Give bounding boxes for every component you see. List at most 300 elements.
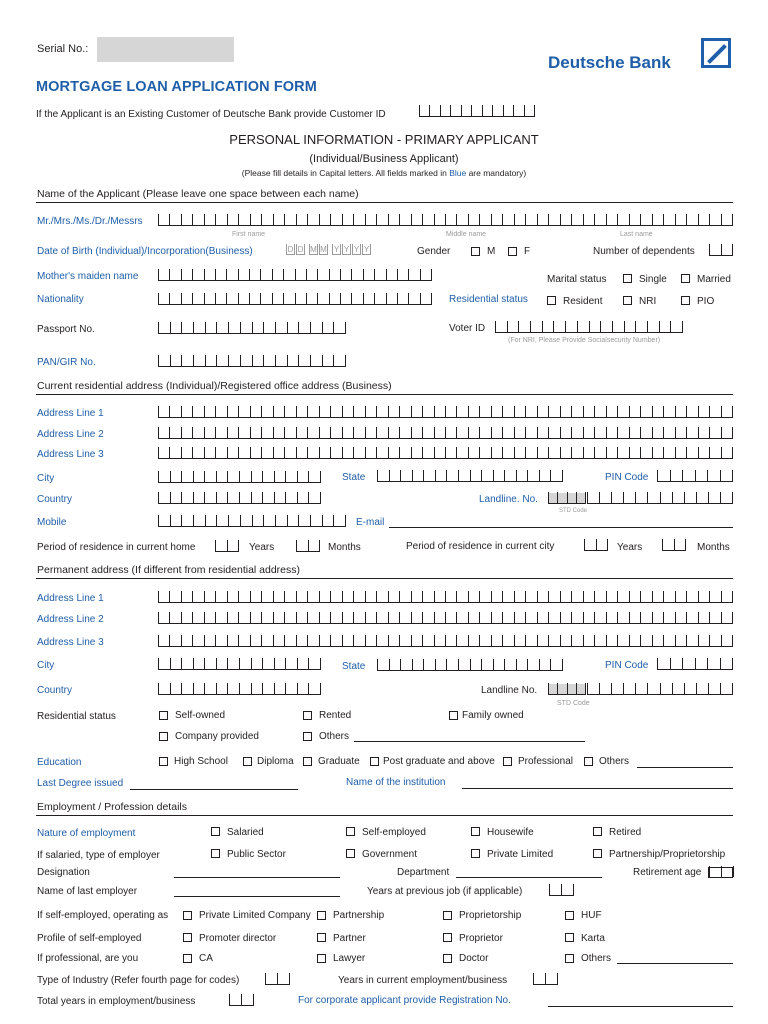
- op-partnership-checkbox[interactable]: [317, 911, 326, 920]
- box-divider: [296, 591, 297, 602]
- box-divider: [250, 427, 251, 438]
- box-divider: [456, 447, 457, 458]
- box-divider: [707, 658, 708, 669]
- box-divider: [635, 683, 636, 694]
- period-city-label: Period of residence in current city: [406, 541, 555, 552]
- dependents-label: Number of dependents: [593, 246, 695, 257]
- promoter-checkbox[interactable]: [183, 933, 192, 942]
- box-divider: [635, 321, 636, 332]
- designation-field[interactable]: [174, 877, 340, 878]
- current-address-line3-field[interactable]: [158, 448, 733, 459]
- industry-field[interactable]: [265, 974, 290, 985]
- box-divider: [456, 612, 457, 623]
- current-pin-field[interactable]: [657, 471, 733, 482]
- box-divider: [672, 683, 673, 694]
- dob-box[interactable]: D: [287, 245, 294, 254]
- box-divider: [169, 612, 170, 623]
- box-divider: [399, 635, 400, 646]
- box-divider: [682, 470, 683, 481]
- passport-field[interactable]: [158, 323, 346, 334]
- dob-box[interactable]: M: [310, 245, 317, 254]
- box-divider: [502, 406, 503, 417]
- perm-others-checkbox[interactable]: [303, 732, 312, 741]
- period-city-months-field[interactable]: [662, 540, 686, 551]
- box-divider: [158, 293, 159, 304]
- government-checkbox[interactable]: [346, 849, 355, 858]
- resident-checkbox[interactable]: [547, 296, 556, 305]
- box-divider: [481, 470, 482, 481]
- box-divider: [571, 427, 572, 438]
- box-divider: [193, 492, 194, 503]
- box-divider: [537, 447, 538, 458]
- box-divider: [434, 591, 435, 602]
- box-divider: [238, 447, 239, 458]
- box-divider: [698, 406, 699, 417]
- perm-landline-field[interactable]: [587, 684, 733, 695]
- dob-box[interactable]: Y: [333, 245, 340, 254]
- perm-address-line2-field[interactable]: [158, 613, 733, 624]
- high-school-checkbox[interactable]: [159, 757, 168, 766]
- perm-state-field[interactable]: [377, 660, 563, 671]
- box-divider: [720, 683, 721, 694]
- retirement-age-label: Retirement age: [633, 867, 702, 878]
- box-divider: [274, 471, 275, 482]
- box-divider: [446, 659, 447, 670]
- box-divider: [399, 447, 400, 458]
- box-divider: [192, 447, 193, 458]
- mothers-maiden-field[interactable]: [158, 270, 432, 281]
- box-divider: [583, 635, 584, 646]
- box-divider: [479, 635, 480, 646]
- institution-label: Name of the institution: [346, 777, 446, 788]
- box-divider: [241, 994, 242, 1005]
- rented-checkbox[interactable]: [303, 711, 312, 720]
- box-divider: [389, 659, 390, 670]
- applicant-name-field[interactable]: [158, 215, 733, 226]
- box-divider: [503, 105, 504, 116]
- years-previous-field[interactable]: [549, 885, 574, 896]
- retired-checkbox[interactable]: [593, 827, 602, 836]
- box-divider: [272, 269, 273, 280]
- box-divider: [617, 214, 618, 225]
- graduate-checkbox[interactable]: [303, 757, 312, 766]
- current-landline-field[interactable]: [587, 493, 733, 504]
- perm-residential-status-label: Residential status: [37, 711, 116, 722]
- box-divider: [657, 658, 658, 669]
- box-divider: [596, 539, 597, 550]
- single-checkbox[interactable]: [623, 274, 632, 283]
- period-city-years-field[interactable]: [584, 540, 608, 551]
- box-divider: [158, 269, 159, 280]
- post-graduate-checkbox[interactable]: [370, 757, 379, 766]
- karta-label: Karta: [581, 933, 605, 944]
- box-divider: [445, 447, 446, 458]
- box-divider: [629, 635, 630, 646]
- box-divider: [240, 515, 241, 526]
- box-divider: [732, 470, 733, 481]
- permanent-address-heading: Permanent address (If different from residential address): [37, 564, 301, 576]
- box-divider: [319, 214, 320, 225]
- current-std-code-field[interactable]: [548, 493, 586, 504]
- box-divider: [606, 612, 607, 623]
- prof-others-checkbox[interactable]: [565, 954, 574, 963]
- box-divider: [287, 322, 288, 333]
- box-divider: [329, 269, 330, 280]
- box-divider: [422, 612, 423, 623]
- box-divider: [696, 492, 697, 503]
- lawyer-checkbox[interactable]: [317, 954, 326, 963]
- box-divider: [606, 406, 607, 417]
- private-limited-checkbox[interactable]: [471, 849, 480, 858]
- box-divider: [567, 492, 568, 503]
- box-divider: [468, 591, 469, 602]
- current-city-label: City: [37, 473, 55, 484]
- box-divider: [296, 427, 297, 438]
- industry-label: Type of Industry (Refer fourth page for codes): [37, 975, 240, 986]
- gender-m-checkbox[interactable]: [471, 247, 480, 256]
- middle-name-hint: Middle name: [446, 231, 487, 238]
- last-degree-field[interactable]: [130, 789, 298, 790]
- box-divider: [251, 658, 252, 669]
- box-divider: [342, 635, 343, 646]
- single-label: Single: [639, 274, 667, 285]
- perm-std-code-field[interactable]: [548, 684, 586, 695]
- box-divider: [640, 591, 641, 602]
- box-divider: [479, 612, 480, 623]
- box-divider: [252, 322, 253, 333]
- passport-label: Passport No.: [37, 324, 95, 335]
- box-divider: [571, 406, 572, 417]
- box-divider: [587, 683, 588, 694]
- box-divider: [456, 635, 457, 646]
- designation-label: Designation: [37, 867, 90, 878]
- box-divider: [204, 406, 205, 417]
- self-owned-checkbox[interactable]: [159, 711, 168, 720]
- current-state-field[interactable]: [377, 471, 563, 482]
- current-address-line2-field[interactable]: [158, 428, 733, 439]
- perm-landline-label: Landline No.: [481, 685, 538, 696]
- box-divider: [377, 470, 378, 481]
- public-sector-checkbox[interactable]: [211, 849, 220, 858]
- dob-box[interactable]: D: [297, 245, 304, 254]
- box-divider: [216, 355, 217, 366]
- nationality-field[interactable]: [158, 294, 432, 305]
- box-divider: [584, 539, 585, 550]
- box-divider: [606, 214, 607, 225]
- pan-field[interactable]: [158, 356, 346, 367]
- box-divider: [400, 659, 401, 670]
- box-divider: [204, 471, 205, 482]
- partnership-prop-checkbox[interactable]: [593, 849, 602, 858]
- dependents-field[interactable]: [709, 245, 733, 256]
- box-divider: [333, 355, 334, 366]
- box-divider: [388, 591, 389, 602]
- total-years-field[interactable]: [229, 995, 254, 1006]
- promoter-label: Promoter director: [199, 933, 277, 944]
- voter-id-field[interactable]: [495, 322, 683, 333]
- self-employed-checkbox[interactable]: [346, 827, 355, 836]
- box-divider: [275, 355, 276, 366]
- box-divider: [445, 635, 446, 646]
- perm-country-field[interactable]: [158, 684, 321, 695]
- salaried-label: Salaried: [227, 827, 264, 838]
- box-divider: [539, 470, 540, 481]
- family-owned-label: Family owned: [462, 710, 524, 721]
- box-divider: [250, 406, 251, 417]
- serial-field[interactable]: [97, 37, 234, 62]
- box-divider: [181, 683, 182, 694]
- box-divider: [732, 683, 733, 694]
- box-divider: [273, 447, 274, 458]
- perm-others-field[interactable]: [354, 741, 585, 742]
- box-divider: [420, 293, 421, 304]
- box-divider: [652, 406, 653, 417]
- department-field[interactable]: [456, 877, 602, 878]
- box-divider: [238, 591, 239, 602]
- proprietor-label: Proprietor: [459, 933, 503, 944]
- box-divider: [250, 635, 251, 646]
- edu-others-checkbox[interactable]: [584, 757, 593, 766]
- box-divider: [560, 406, 561, 417]
- box-divider: [181, 658, 182, 669]
- current-country-field[interactable]: [158, 493, 321, 504]
- period-home-months-field[interactable]: [296, 541, 320, 552]
- op-proprietorship-checkbox[interactable]: [443, 911, 452, 920]
- ca-checkbox[interactable]: [183, 954, 192, 963]
- box-divider: [721, 591, 722, 602]
- box-divider: [629, 406, 630, 417]
- box-divider: [539, 659, 540, 670]
- box-divider: [181, 293, 182, 304]
- box-divider: [250, 612, 251, 623]
- box-divider: [721, 612, 722, 623]
- box-divider: [169, 447, 170, 458]
- box-divider: [261, 427, 262, 438]
- gender-f-checkbox[interactable]: [508, 247, 517, 256]
- box-divider: [670, 470, 671, 481]
- box-divider: [525, 447, 526, 458]
- box-divider: [434, 427, 435, 438]
- dob-box[interactable]: Y: [353, 245, 360, 254]
- box-divider: [445, 612, 446, 623]
- box-divider: [250, 447, 251, 458]
- box-divider: [698, 591, 699, 602]
- op-private-checkbox[interactable]: [183, 911, 192, 920]
- box-divider: [295, 293, 296, 304]
- family-owned-checkbox[interactable]: [449, 711, 458, 720]
- box-divider: [307, 214, 308, 225]
- box-divider: [411, 612, 412, 623]
- company-provided-checkbox[interactable]: [159, 732, 168, 741]
- box-divider: [709, 214, 710, 225]
- box-divider: [709, 591, 710, 602]
- dob-box[interactable]: Y: [343, 245, 350, 254]
- current-address-line1-field[interactable]: [158, 407, 733, 418]
- dob-box[interactable]: M: [320, 245, 327, 254]
- box-divider: [585, 492, 586, 503]
- perm-city-field[interactable]: [158, 659, 321, 670]
- box-divider: [310, 515, 311, 526]
- box-divider: [623, 492, 624, 503]
- box-divider: [663, 591, 664, 602]
- box-divider: [468, 214, 469, 225]
- box-divider: [640, 447, 641, 458]
- box-divider: [640, 635, 641, 646]
- box-divider: [296, 406, 297, 417]
- box-divider: [670, 321, 671, 332]
- box-divider: [524, 105, 525, 116]
- box-divider: [319, 540, 320, 551]
- dob-label: Date of Birth (Individual)/Incorporation(Business): [37, 246, 253, 257]
- box-divider: [319, 406, 320, 417]
- box-divider: [204, 683, 205, 694]
- box-divider: [388, 447, 389, 458]
- retirement-age-field[interactable]: [708, 867, 733, 878]
- box-divider: [388, 635, 389, 646]
- box-divider: [525, 591, 526, 602]
- box-divider: [306, 269, 307, 280]
- box-divider: [204, 427, 205, 438]
- box-divider: [537, 635, 538, 646]
- box-divider: [600, 321, 601, 332]
- pio-checkbox[interactable]: [681, 296, 690, 305]
- box-divider: [422, 427, 423, 438]
- box-divider: [284, 612, 285, 623]
- partner-checkbox[interactable]: [317, 933, 326, 942]
- box-divider: [567, 683, 568, 694]
- box-divider: [181, 515, 182, 526]
- box-divider: [411, 406, 412, 417]
- box-divider: [298, 515, 299, 526]
- box-divider: [261, 214, 262, 225]
- married-checkbox[interactable]: [681, 274, 690, 283]
- registration-field[interactable]: [548, 1006, 733, 1007]
- box-divider: [709, 612, 710, 623]
- professional-checkbox[interactable]: [503, 757, 512, 766]
- box-divider: [440, 105, 441, 116]
- email-label: E-mail: [356, 517, 385, 528]
- divider: [36, 394, 733, 395]
- period-home-label: Period of residence in current home: [37, 542, 196, 553]
- self-owned-label: Self-owned: [175, 710, 226, 721]
- form-title: MORTGAGE LOAN APPLICATION FORM: [36, 79, 317, 95]
- box-divider: [583, 447, 584, 458]
- box-divider: [502, 214, 503, 225]
- box-divider: [365, 591, 366, 602]
- nationality-label: Nationality: [37, 294, 84, 305]
- box-divider: [215, 214, 216, 225]
- box-divider: [284, 427, 285, 438]
- institution-field[interactable]: [462, 788, 733, 789]
- box-divider: [192, 269, 193, 280]
- box-divider: [411, 214, 412, 225]
- email-field[interactable]: [389, 527, 733, 528]
- box-divider: [458, 659, 459, 670]
- box-divider: [399, 427, 400, 438]
- perm-address-line1-field[interactable]: [158, 592, 733, 603]
- box-divider: [342, 406, 343, 417]
- box-divider: [479, 406, 480, 417]
- box-divider: [434, 447, 435, 458]
- box-divider: [652, 427, 653, 438]
- salaried-checkbox[interactable]: [211, 827, 220, 836]
- years-current-field[interactable]: [533, 974, 558, 985]
- dob-box[interactable]: Y: [363, 245, 370, 254]
- housewife-checkbox[interactable]: [471, 827, 480, 836]
- perm-others-label: Others: [319, 731, 350, 742]
- op-huf-checkbox[interactable]: [565, 911, 574, 920]
- box-divider: [527, 470, 528, 481]
- box-divider: [365, 214, 366, 225]
- box-divider: [435, 470, 436, 481]
- retired-label: Retired: [609, 827, 642, 838]
- box-divider: [663, 447, 664, 458]
- current-address-heading: Current residential address (Individual)/Registered office address (Business): [37, 380, 392, 392]
- doctor-checkbox[interactable]: [443, 954, 452, 963]
- box-divider: [408, 269, 409, 280]
- box-divider: [262, 492, 263, 503]
- self-employed-label: Self-employed: [362, 827, 426, 838]
- box-divider: [158, 214, 159, 225]
- box-divider: [376, 612, 377, 623]
- box-divider: [675, 612, 676, 623]
- box-divider: [491, 427, 492, 438]
- edu-others-field[interactable]: [637, 767, 733, 768]
- box-divider: [192, 427, 193, 438]
- box-divider: [419, 105, 420, 116]
- box-divider: [365, 447, 366, 458]
- box-divider: [434, 214, 435, 225]
- perm-pin-field[interactable]: [657, 659, 733, 670]
- box-divider: [527, 659, 528, 670]
- current-city-field[interactable]: [158, 472, 321, 483]
- box-divider: [698, 447, 699, 458]
- proprietor-checkbox[interactable]: [443, 933, 452, 942]
- karta-checkbox[interactable]: [565, 933, 574, 942]
- box-divider: [317, 293, 318, 304]
- box-divider: [227, 635, 228, 646]
- last-employer-field[interactable]: [174, 896, 340, 897]
- box-divider: [320, 658, 321, 669]
- dob-field[interactable]: [286, 244, 372, 256]
- box-divider: [330, 612, 331, 623]
- box-divider: [351, 269, 352, 280]
- box-divider: [583, 612, 584, 623]
- box-divider: [550, 659, 551, 670]
- nri-checkbox[interactable]: [623, 296, 632, 305]
- period-home-years-field[interactable]: [215, 541, 239, 552]
- box-divider: [215, 406, 216, 417]
- perm-address-line3-field[interactable]: [158, 636, 733, 647]
- box-divider: [429, 105, 430, 116]
- diploma-checkbox[interactable]: [243, 757, 252, 766]
- box-divider: [629, 591, 630, 602]
- box-divider: [594, 612, 595, 623]
- mobile-field[interactable]: [158, 516, 346, 527]
- box-divider: [330, 447, 331, 458]
- box-divider: [629, 427, 630, 438]
- box-divider: [330, 635, 331, 646]
- prof-others-field[interactable]: [617, 963, 733, 964]
- customer-id-field[interactable]: [419, 106, 535, 117]
- box-divider: [353, 612, 354, 623]
- box-divider: [320, 492, 321, 503]
- box-divider: [686, 406, 687, 417]
- box-divider: [228, 355, 229, 366]
- current-address-line1-label: Address Line 1: [37, 408, 104, 419]
- box-divider: [216, 471, 217, 482]
- box-divider: [550, 470, 551, 481]
